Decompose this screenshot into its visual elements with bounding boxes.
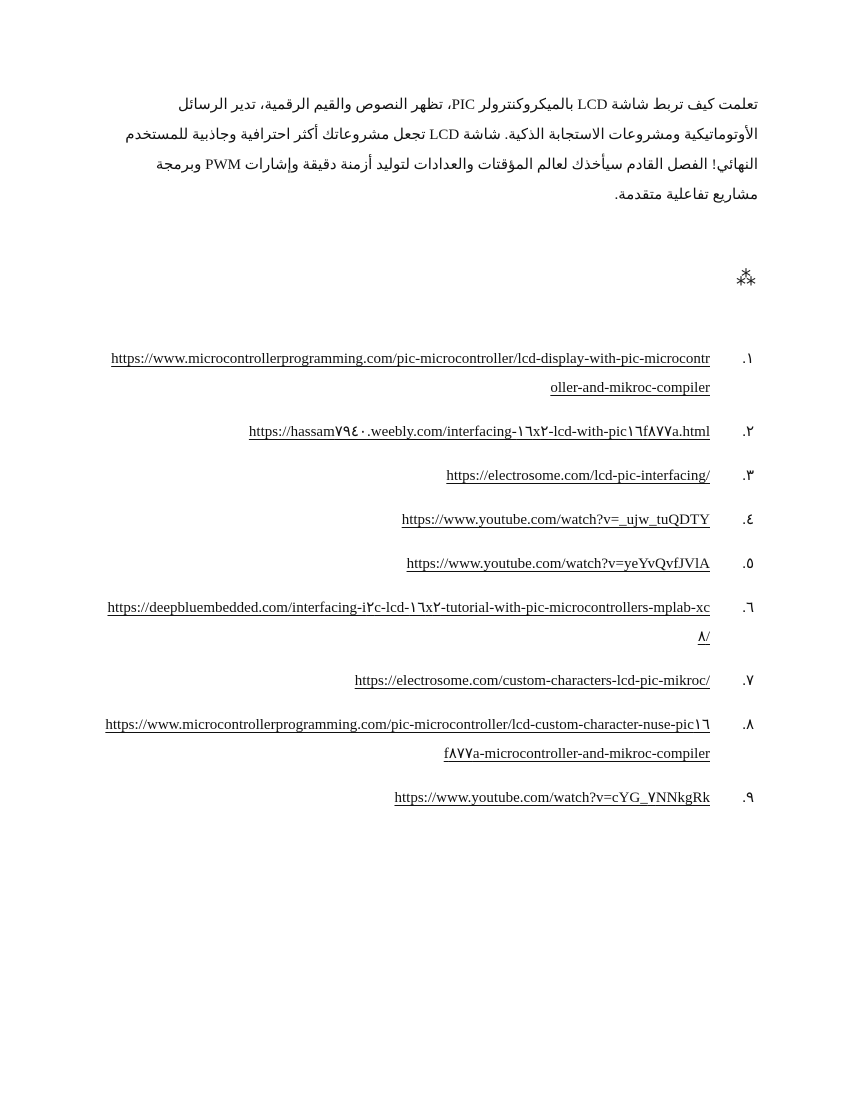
reference-list (104, 345, 754, 828)
reference-item (104, 550, 754, 579)
reference-link[interactable]: https://hassam٧٩٤٠.weebly.com/interfacing-١٦x٢-lcd-with-pic١٦f٨٧٧a.html (248, 424, 710, 440)
reference-item (104, 506, 754, 535)
reference-number: ٦. (742, 600, 754, 616)
reference-item (104, 462, 754, 491)
reference-link[interactable]: https://electrosome.com/lcd-pic-interfacing/ (446, 468, 710, 484)
reference-number: ٣. (742, 468, 754, 484)
reference-number: ٢. (742, 424, 754, 440)
reference-number: ٤. (742, 512, 754, 528)
reference-item (104, 784, 754, 813)
reference-number: ٥. (742, 556, 754, 572)
reference-link[interactable]: https://www.microcontrollerprogramming.com/pic-microcontroller/lcd-custom-character-nuse-pic١٦f٨٧٧a-microcontroller-and-mikroc-compiler (105, 717, 710, 762)
reference-number: ١. (742, 351, 754, 367)
reference-item (104, 667, 754, 696)
reference-item (104, 594, 754, 652)
reference-link[interactable]: https://www.youtube.com/watch?v=_ujw_tuQDTY (401, 512, 710, 528)
summary-paragraph: تعلمت كيف تربط شاشة LCD بالميكروكنترولر PIC، تظهر النصوص والقيم الرقمية، تدير الرسائل الأوتوماتيكية ومشروعات الاستجابة الذكية. شاشة LCD تجعل مشروعاتك أكثر احترافية وجاذبية للمستخدم النهائي! الفصل القادم سيأخذك لعالم المؤقتات والعدادات لتوليد أزمنة دقيقة وإشارات PWM وبرمجة مشاريع تفاعلية متقدمة. (125, 97, 758, 203)
reference-number: ٩. (742, 790, 754, 806)
reference-number: ٧. (742, 673, 754, 689)
reference-item (104, 711, 754, 769)
reference-item (104, 418, 754, 447)
section-separator: ⁂ (736, 266, 756, 290)
reference-link[interactable]: https://www.youtube.com/watch?v=cYG_٧NNkgRk (394, 790, 710, 806)
reference-item (104, 345, 754, 403)
reference-link[interactable]: https://www.microcontrollerprogramming.com/pic-microcontroller/lcd-display-with-pic-microcontroller-and-mikroc-compiler (111, 351, 710, 396)
reference-number: ٨. (742, 717, 754, 733)
reference-link[interactable]: https://deepbluembedded.com/interfacing-i٢c-lcd-١٦x٢-tutorial-with-pic-microcontrollers-mplab-xc٨/ (107, 600, 710, 645)
reference-link[interactable]: https://electrosome.com/custom-characters-lcd-pic-mikroc/ (354, 673, 710, 689)
reference-link[interactable]: https://www.youtube.com/watch?v=yeYvQvfJVlA (406, 556, 710, 572)
